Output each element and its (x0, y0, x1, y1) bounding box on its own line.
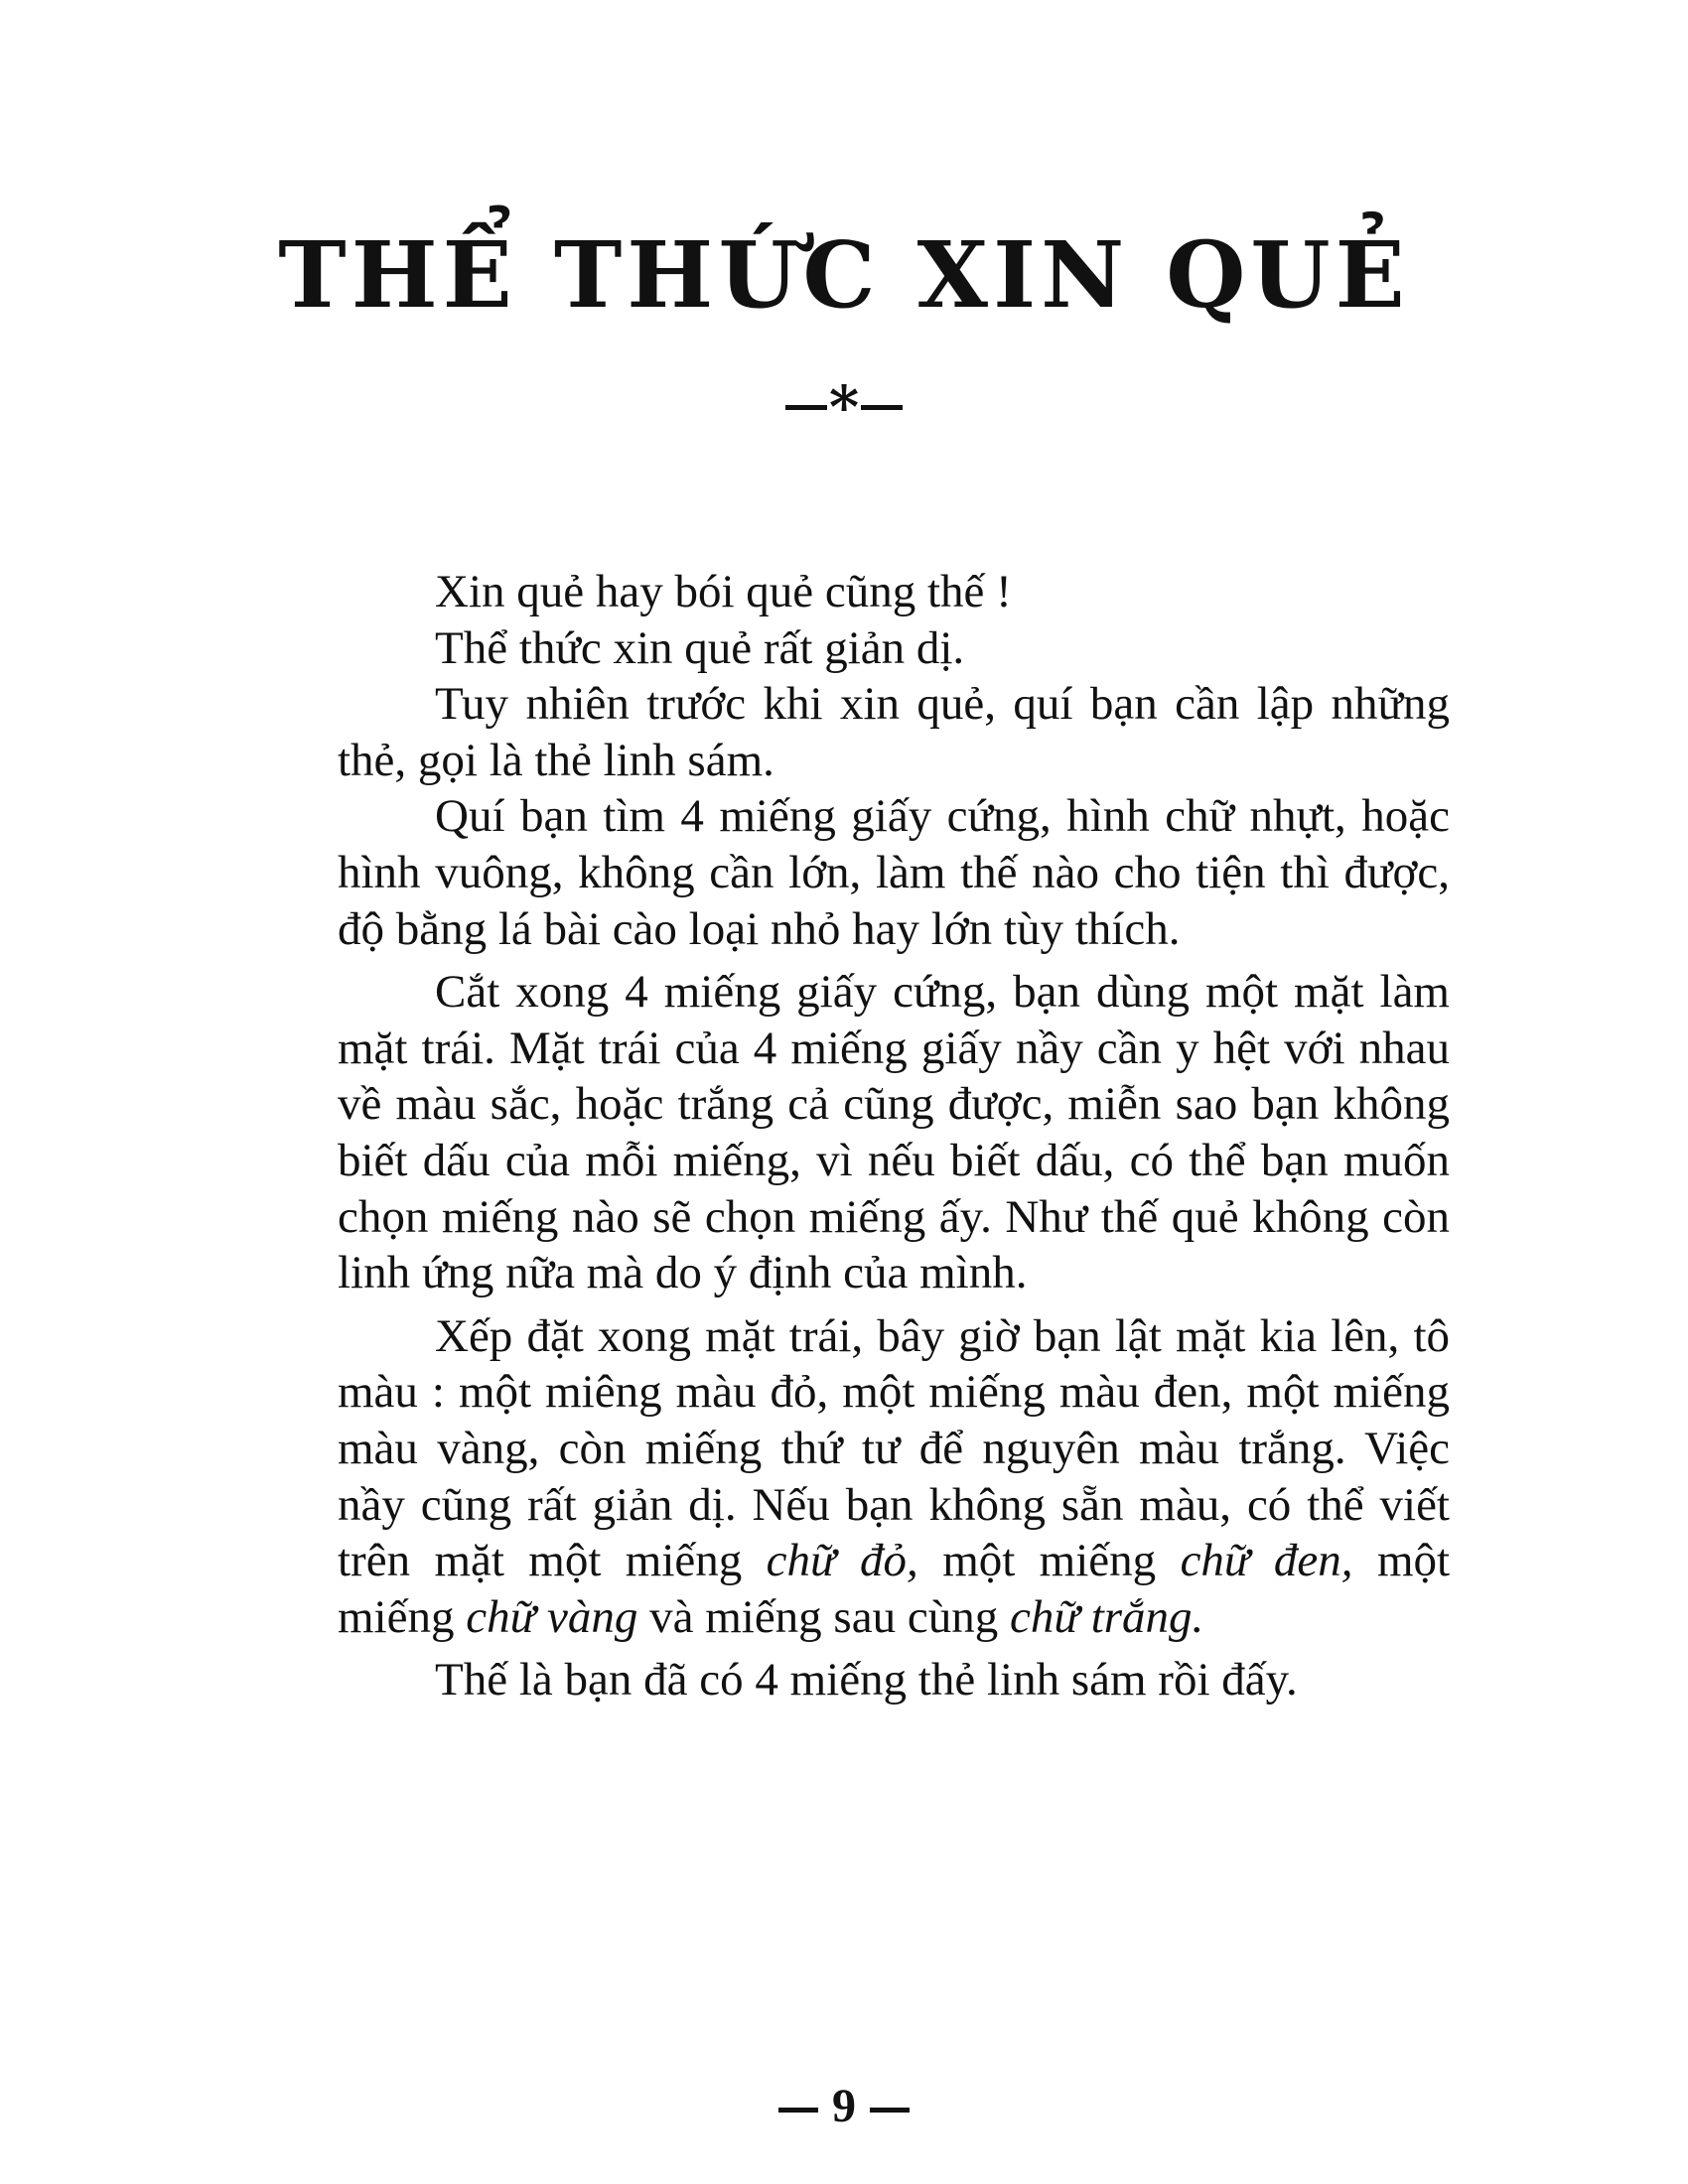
paragraph-3: Tuy nhiên trước khi xin quẻ, quí bạn cần lập những thẻ, gọi là thẻ linh sám. (338, 678, 1450, 786)
paragraph-4: Quí bạn tìm 4 miếng giấy cứng, hình chữ nhựt, hoặc hình vuông, không cần lớn, làm thế nào cho tiện thì được, độ bằng lá bài cào loại nhỏ hay lớn tùy thích. (338, 790, 1450, 955)
paragraph-5: Cắt xong 4 miếng giấy cứng, bạn dùng một mặt làm mặt trái. Mặt trái của 4 miếng giấy nầy cần y hệt với nhau về màu sắc, hoặc trắng cả cũng được, miễn sao bạn không biết dấu của mỗi miếng, vì nếu biết dấu, có thể bạn muốn chọn miếng nào sẽ chọn miếng ấy. Như thế quẻ không còn linh ứng nữa mà do ý định của mình. (338, 966, 1450, 1299)
paragraph-6-text-3: một miếng (338, 1535, 1451, 1643)
body-text (338, 564, 1450, 1708)
ornament-dash-left (785, 405, 827, 410)
paragraph-6 (338, 1308, 1450, 1646)
title-ornament (0, 373, 1688, 441)
paragraph-6-text-4: và miếng sau cùng (649, 1590, 999, 1643)
italic-red-text: chữ đỏ, (766, 1535, 918, 1587)
paragraph-2: Thể thức xin quẻ rất giản dị. (435, 621, 965, 674)
italic-white-text: chữ trắng. (1009, 1590, 1204, 1643)
page-title: THỂ THỨC XIN QUẺ (278, 221, 1410, 329)
paragraph-1: Xin quẻ hay bói quẻ cũng thế ! (435, 566, 1012, 617)
ornament-dash-right (861, 405, 903, 410)
page-number (0, 2080, 1688, 2132)
paragraph-6-text: Xếp đặt xong mặt trái, bây giờ bạn lật mặt kia lên, tô màu : một miêng màu đỏ, một miếng màu đen, một miếng màu vàng, còn miếng thứ tư để nguyên màu trắng. Việc nầy cũng rất giản dị. Nếu bạn không sẵn màu, có thể viết trên mặt một miếng (338, 1309, 1450, 1587)
page-number-dash-right (870, 2108, 910, 2113)
page-number-value: 9 (832, 2080, 856, 2132)
italic-yellow-text: chữ vàng (466, 1590, 638, 1643)
asterisk-ornament-icon: * (828, 373, 860, 441)
page-number-dash-left (778, 2108, 818, 2113)
paragraph-6-text-2: một miếng (942, 1535, 1157, 1587)
paragraph-7: Thế là bạn đã có 4 miếng thẻ linh sám rồi đấy. (435, 1654, 1298, 1706)
italic-black-text: chữ đen, (1180, 1535, 1353, 1587)
